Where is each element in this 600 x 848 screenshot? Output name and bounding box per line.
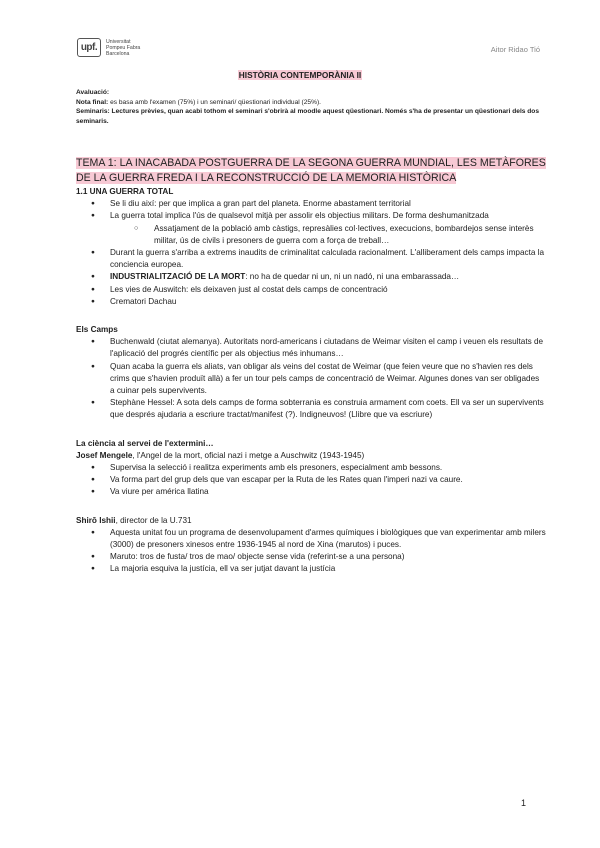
page-number: 1 bbox=[520, 798, 526, 808]
bullet-list bbox=[76, 527, 546, 576]
upf-logo-icon: upf. bbox=[77, 38, 101, 57]
section-heading: 1.1 UNA GUERRA TOTAL bbox=[76, 187, 174, 196]
bullet-list bbox=[76, 462, 546, 499]
list-item: ● La guerra total implica l'ús de qualsevol mitjà per assolir els objectius militars. De forma deshumanitzada bbox=[76, 210, 546, 222]
list-item: ● Se li diu així: per que implica a gran part del planeta. Enorme abastament territorial bbox=[76, 198, 546, 210]
section-heading: La ciència al servei de l'extermini… bbox=[76, 438, 214, 448]
university-logo bbox=[77, 38, 140, 57]
evaluation-line-2: Seminaris: Lectures prèvies, quan acabi tothom el seminari s'obrirà al moodle aquest qüestionari. Només s'ha de presentar un qüestionari dels dos seminaris. bbox=[76, 108, 540, 125]
evaluation-line-1: Nota final: es basa amb l'examen (75%) i un seminari/ qüestionari individual (25%). bbox=[76, 98, 321, 106]
list-item: ● Durant la guerra s'arriba a extrems inaudits de criminalitat calculada racionalment. L'alliberament dels camps impacta la conciencia europea. bbox=[76, 247, 546, 271]
list-item: ● Quan acaba la guerra els aliats, van obligar als veins del costat de Weimar (que feien veure que no s'havien res dels crims que s'havien produït allà) a fer un tour pels camps de concentració de Weimar. Algunes dones van ser obligades a cuinar pels supervivents. bbox=[76, 361, 546, 398]
evaluation-heading: Avaluació: bbox=[76, 89, 110, 96]
person-line: Shirō Ishii, director de la U.731 bbox=[76, 515, 192, 525]
list-item: ● INDUSTRIALITZACIÓ DE LA MORT: no ha de quedar ni un, ni un nadó, ni una embarassada… bbox=[76, 271, 546, 283]
list-item: ● Aquesta unitat fou un programa de desenvolupament d'armes químiques i biològiques que van experimentar amb milers (3000) de presoners xinesos entre 1936-1945 al nord de Xina (marutos) i puces. bbox=[76, 527, 546, 551]
list-item: ● Maruto: tros de fusta/ tros de mao/ objecte sense vida (referint-se a una persona) bbox=[76, 551, 546, 563]
list-item: ● La majoria esquiva la justícia, ell va ser jutjat davant la justícia bbox=[76, 563, 546, 575]
person-line: Josef Mengele, l'Angel de la mort, oficial nazi i metge a Auschwitz (1943-1945) bbox=[76, 450, 365, 460]
list-item: ● Buchenwald (ciutat alemanya). Autoritats nord-americans i ciutadans de Weimar visiten el camp i veuen els resultats de l'aplicació del progrés científic per als objectius més inhumans… bbox=[76, 336, 546, 360]
document-title: HISTÒRIA CONTEMPORÀNIA II bbox=[238, 70, 362, 80]
list-item: ● Va viure per américa llatina bbox=[76, 486, 546, 498]
author-name: Aitor Ridao Tió bbox=[490, 45, 540, 54]
list-item: ● Va forma part del grup dels que van escapar per la Ruta de les Rates quan l'imperi nazi va caure. bbox=[76, 474, 546, 486]
list-item: ● Les vies de Auswitch: els deixaven just al costat dels camps de concentració bbox=[76, 284, 546, 296]
topic-heading: TEMA 1: LA INACABADA POSTGUERRA DE LA SEGONA GUERRA MUNDIAL, LES METÀFORES DE LA GUERRA FREDA I LA RECONSTRUCCIÓ DE LA MEMORIA HISTÒRICA bbox=[76, 157, 546, 184]
list-item: ● Stephàne Hessel: A sota dels camps de forma sobterrania es construia armament com coets. Ell va ser un supervivents que després ajudaria a escriure tractat/manifest (?). Indigneuvos! (Llibre que va escriure) bbox=[76, 397, 546, 421]
list-item: ● Supervisa la selecció i realitza experiments amb els presoners, especialment amb bessons. bbox=[76, 462, 546, 474]
evaluation-block bbox=[76, 88, 546, 126]
bullet-list bbox=[76, 198, 546, 308]
content bbox=[76, 186, 546, 576]
list-item: ○ Assatjament de la població amb càstigs, represàlies col·lectives, execucions, bombardejos sense interès militar, ús de civils i presoners de guerra com a força de treball… bbox=[76, 223, 546, 247]
list-item: ● Crematori Dachau bbox=[76, 296, 546, 308]
section-heading: Els Camps bbox=[76, 325, 118, 335]
logo-text: Universitat Pompeu Fabra Barcelona bbox=[106, 38, 141, 57]
bullet-list bbox=[76, 336, 546, 421]
